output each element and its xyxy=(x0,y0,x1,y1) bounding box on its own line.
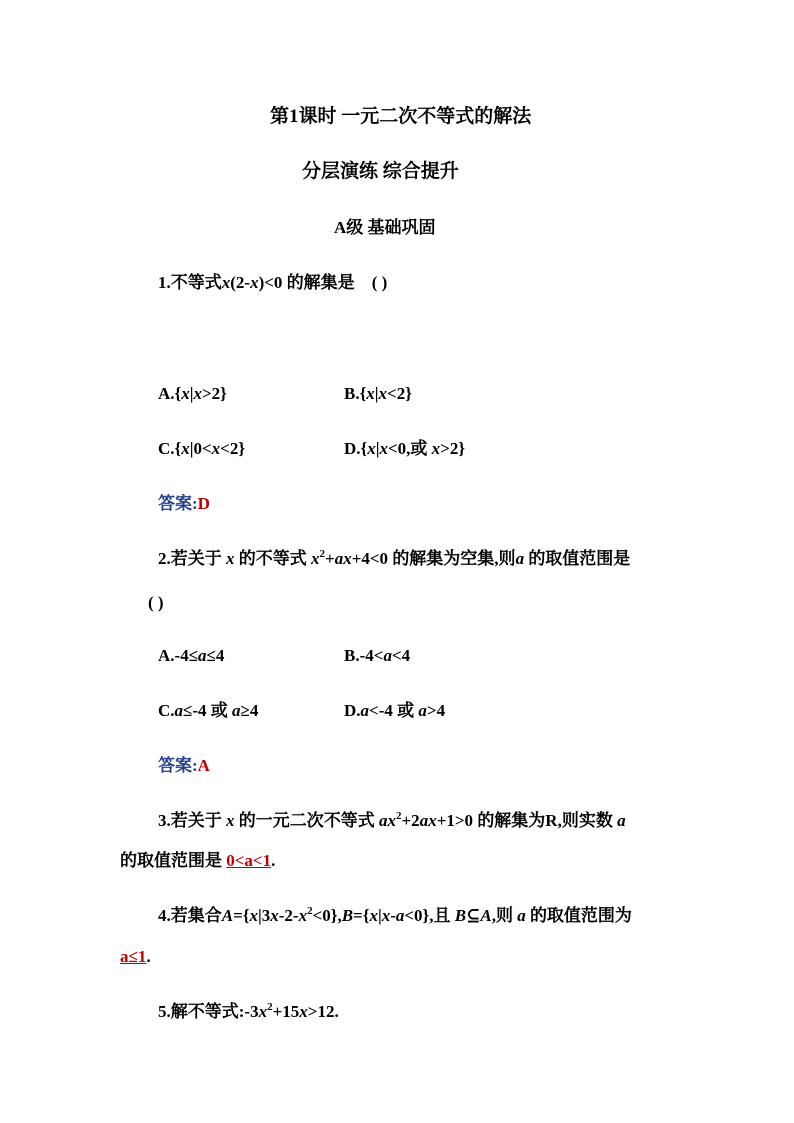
section-level: A级 基础巩固 xyxy=(334,218,436,237)
page-title: 第1课时 一元二次不等式的解法 xyxy=(270,106,532,127)
q1-answer: 答案:D xyxy=(158,494,210,513)
question-2-blank: ( ) xyxy=(148,593,164,612)
q2-option-a: A.-4≤a≤4 xyxy=(158,646,225,665)
page-subtitle: 分层演练 综合提升 xyxy=(302,161,459,182)
q2-option-c: C.a≤-4 或 a≥4 xyxy=(158,701,259,720)
question-3-line-2: 的取值范围是 0<a<1. xyxy=(120,851,276,870)
question-3-stem: 3.若关于 x 的一元二次不等式 $ax^2+2ax+1>0$ 的解集为R,则实数 a xyxy=(158,810,626,830)
question-4-stem: 4.若集合$A=\{x|3x-2-x^2<0\},B=\{x|x-a<0\}$,且 B⊆A,则 a 的取值范围为 xyxy=(158,905,632,925)
question-5-stem: 5.解不等式$:-3x^2+15x>12$. xyxy=(158,1001,339,1021)
q1-option-d: D.{x|x<0,或 x>2} xyxy=(344,439,466,458)
question-1-stem: 1.不等式x(2-x)<0 的解集是 ( ) xyxy=(158,273,388,292)
q3-answer: 0<a<1 xyxy=(226,851,272,870)
q1-option-a: A.{x|x>2} xyxy=(158,384,227,403)
question-2-stem: 2.若关于 x 的不等式 $x^2+ax+4<0$ 的解集为空集,则a 的取值范围是 xyxy=(158,548,631,568)
q2-option-d: D.a<-4 或 a>4 xyxy=(344,701,446,720)
q4-answer: a≤1 xyxy=(120,947,147,966)
q1-option-c: C.{x|0<x<2} xyxy=(158,439,246,458)
q2-option-b: B.-4<a<4 xyxy=(344,646,411,665)
q1-option-b: B.{x|x<2} xyxy=(344,384,412,403)
q2-answer: 答案:A xyxy=(158,756,210,775)
question-4-line-2: a≤1. xyxy=(120,947,151,966)
